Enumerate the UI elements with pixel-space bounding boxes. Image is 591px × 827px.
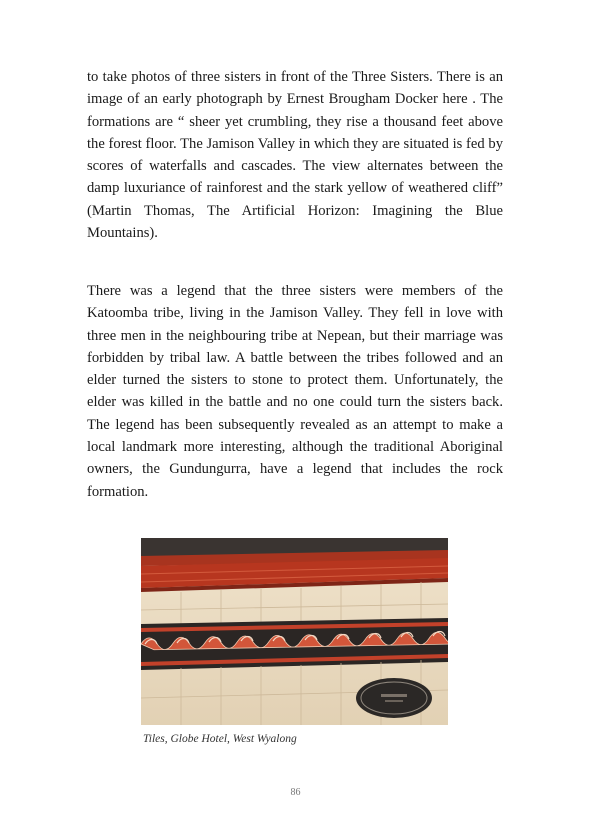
body-paragraph-2: There was a legend that the three sisters were members of the Katoomba tribe, living in the Jamison Valley. They fell in love with three men in the neighbouring tribe at Nepean, but their marriage was forbidden by tribal law. A battle between the tribes followed and an elder turned the sisters to stone to protect them. Unfortunately, the elder was killed in the battle and no one could turn the sisters back. The legend has been subsequently revealed as an attempt to make a local landmark more interesting, although the traditional Aboriginal owners, the Gundungurra, have a legend that includes the rock formation. <box>87 283 503 500</box>
figure-caption: Tiles, Globe Hotel, West Wyalong <box>143 733 297 745</box>
tiles-photo <box>141 538 448 725</box>
plaque <box>356 678 432 718</box>
page-number: 86 <box>290 787 301 798</box>
body-paragraph-1: to take photos of three sisters in front of the Three Sisters. There is an image of an early photograph by Ernest Brougham Docker here . The formations are “ sheer yet crumbling, they rise a thousand feet above the forest floor. The Jamison Valley in which they are situated is fed by scores of waterfalls and cascades. The view alternates between the damp luxuriance of rainforest and the stark yellow of weathered cliff” (Martin Thomas, The Artificial Horizon: Imagining the Blue Mountains). <box>87 69 503 242</box>
